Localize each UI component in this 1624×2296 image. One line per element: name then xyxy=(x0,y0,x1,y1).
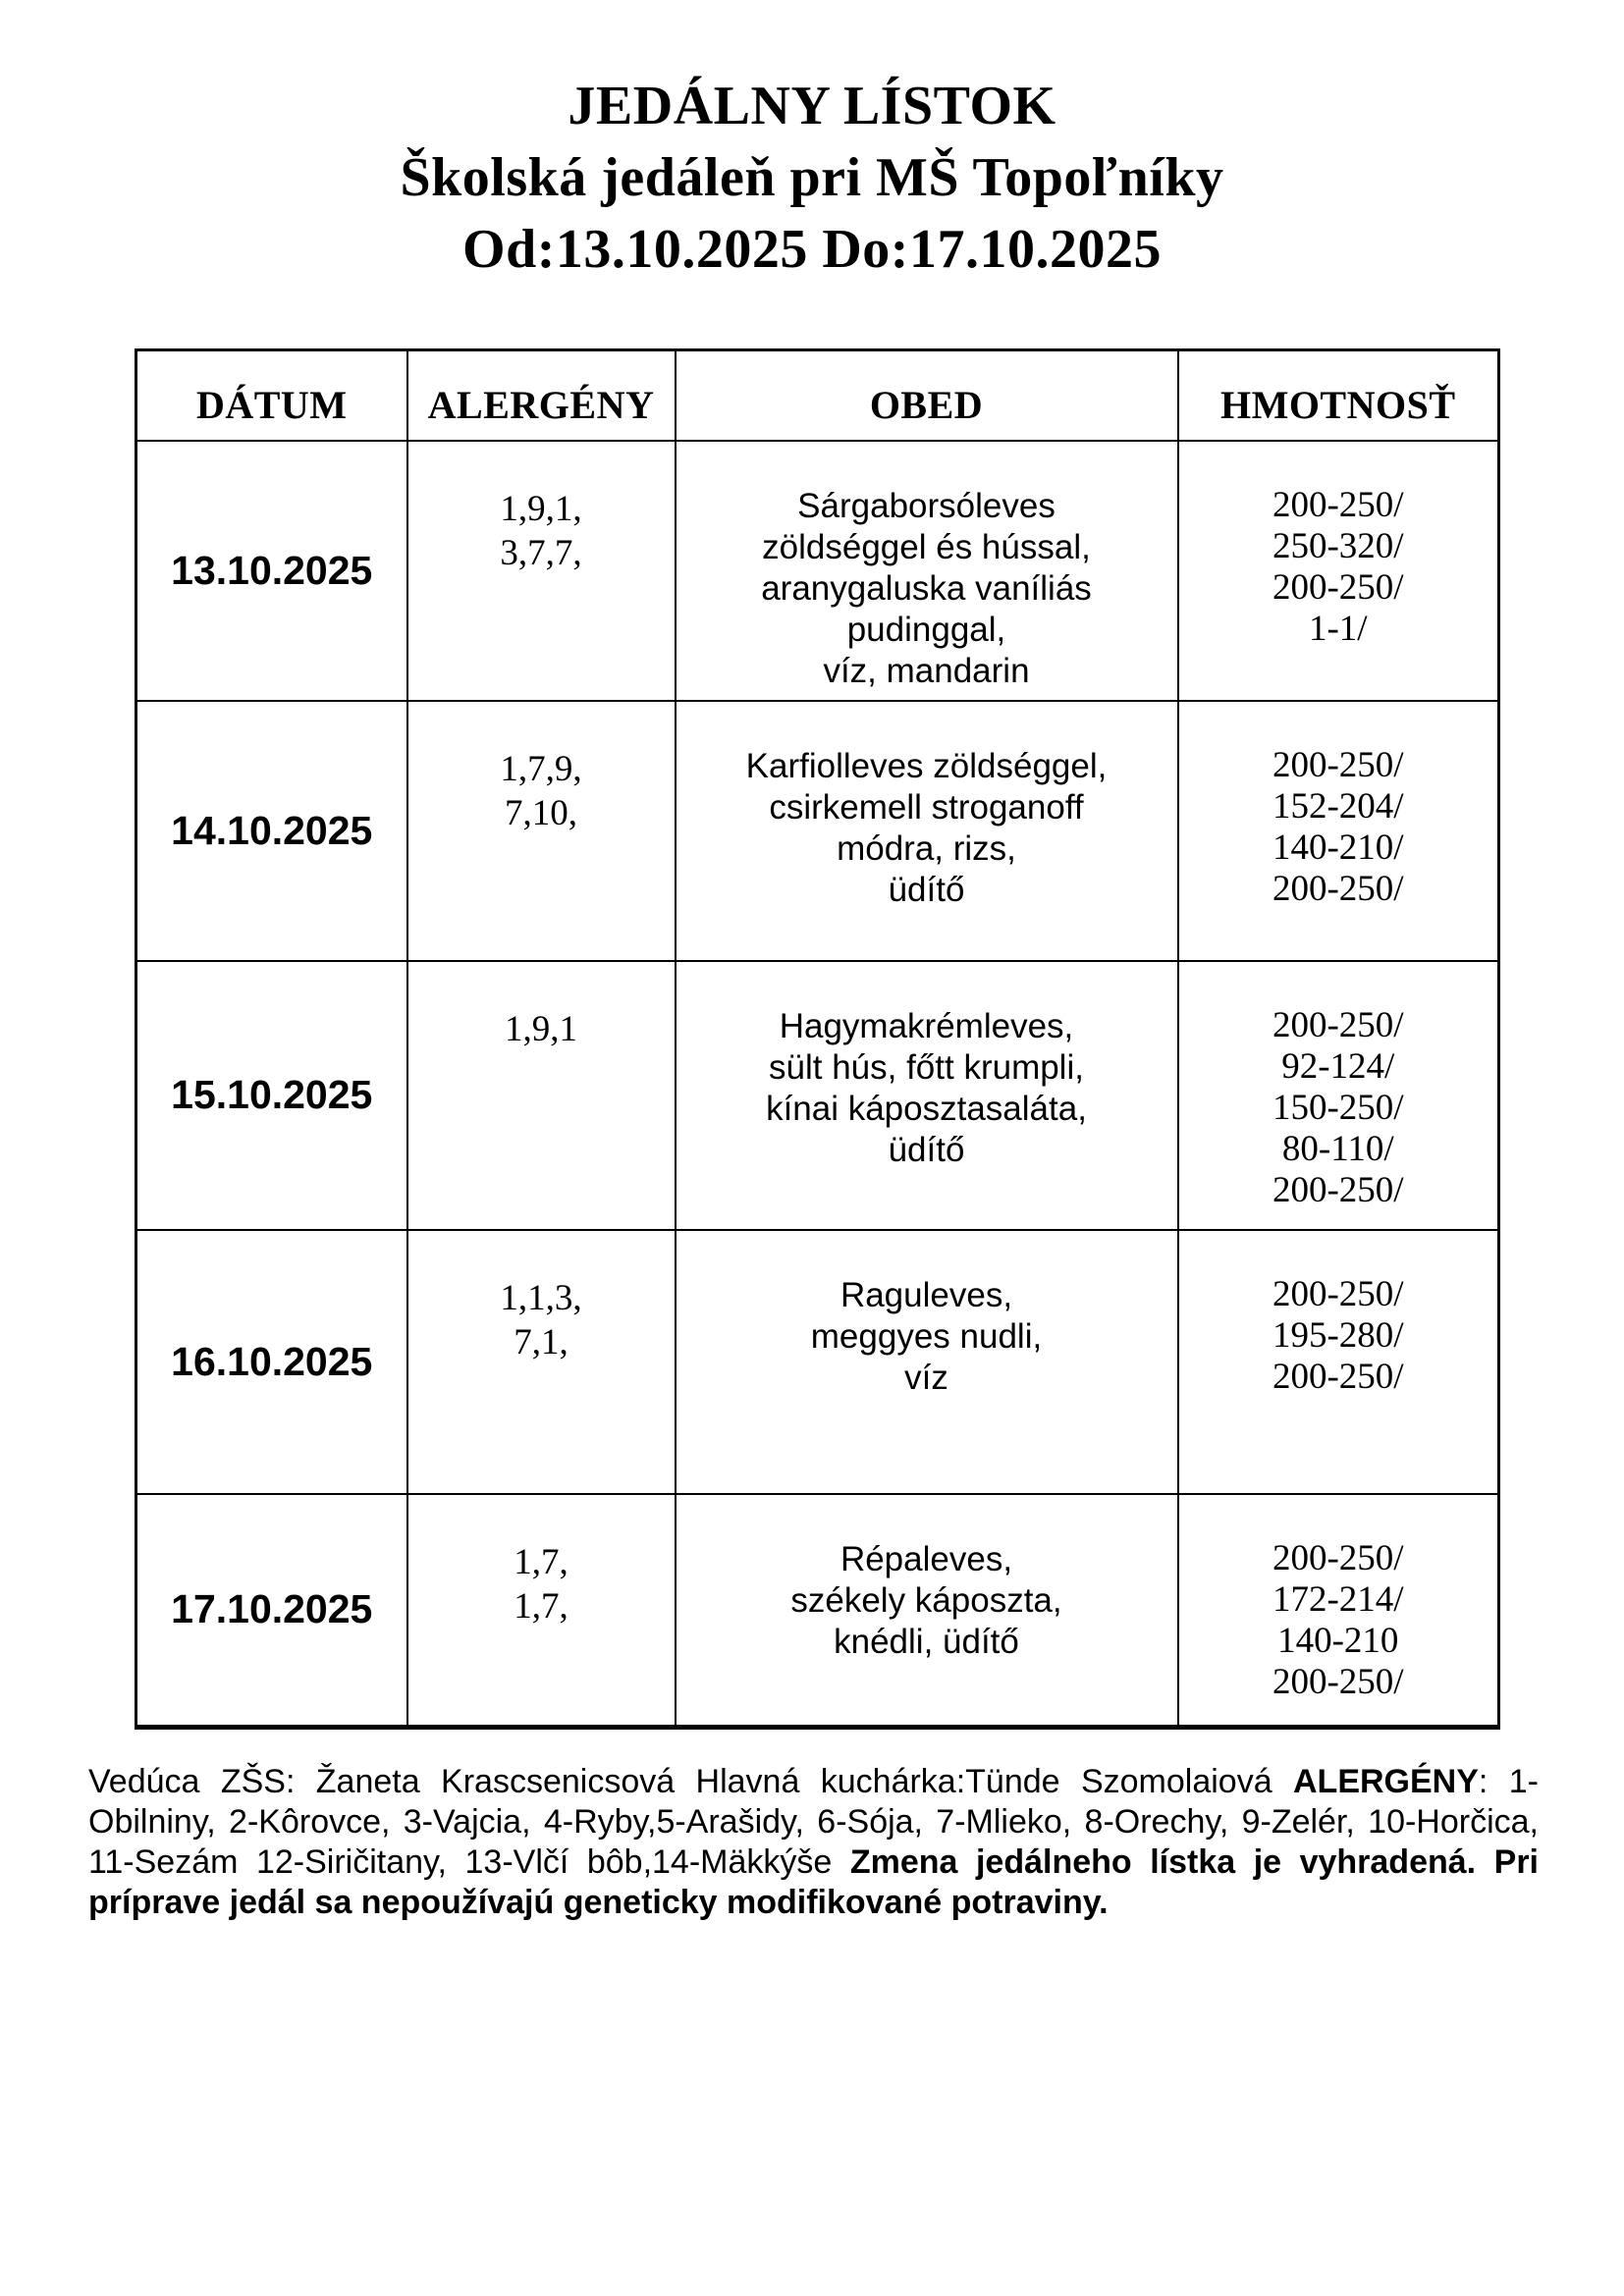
table-header-row xyxy=(136,350,1499,441)
cell-line: székely káposzta, xyxy=(790,1580,1062,1620)
cell-line: csirkemell stroganoff xyxy=(769,787,1084,827)
allergens-cell xyxy=(407,441,676,701)
document-subtitle: Školská jedáleň pri MŠ Topoľníky xyxy=(400,147,1224,208)
cell-line: 1,7, xyxy=(514,1541,568,1582)
cell-line: 200-250/ xyxy=(1272,1004,1404,1045)
cell-line: 200-250/ xyxy=(1272,1661,1404,1702)
weight-cell xyxy=(1178,441,1499,701)
cell-line: 200-250/ xyxy=(1272,566,1404,608)
cell-line: Raguleves, xyxy=(839,1275,1013,1314)
column-header-alergeny: ALERGÉNY xyxy=(407,350,676,441)
document-title: JEDÁLNY LÍSTOK xyxy=(568,76,1056,136)
table-row-16-10-2025 xyxy=(136,1230,1499,1494)
cell-line: 200-250/ xyxy=(1272,1537,1404,1578)
cell-line: 140-210 xyxy=(1277,1620,1399,1661)
cell-line: üdítő xyxy=(888,1130,965,1169)
document-title-block xyxy=(0,71,1624,286)
weight-cell xyxy=(1178,961,1499,1230)
cell-line: 3,7,7, xyxy=(500,532,582,573)
lunch-cell xyxy=(676,1494,1178,1728)
cell-line: Sárgaborsóleves xyxy=(797,486,1056,525)
allergens-cell xyxy=(407,961,676,1230)
cell-line: üdítő xyxy=(888,870,965,909)
menu-table xyxy=(135,348,1500,1730)
cell-line: 1,9,1 xyxy=(505,1008,577,1049)
footer-segment: : 1-Obilniny, 2-Kôrovce, 3-Vajcia, 4-Ryby,5-Arašidy, 6-Sója, 7-Mlieko, 8-Orechy, 9-Zelér, 10-Horčica, 11-Sezám 12-Siričitany, 13-Vlčí bôb,14-Mäkkýše xyxy=(88,1763,1539,1881)
cell-line: 172-214/ xyxy=(1272,1578,1404,1620)
cell-line: Hagymakrémleves, xyxy=(779,1006,1074,1045)
cell-line: meggyes nudli, xyxy=(810,1316,1043,1356)
allergens-cell xyxy=(407,1494,676,1728)
cell-line: 200-250/ xyxy=(1272,868,1404,909)
document-date-range: Od:13.10.2025 Do:17.10.2025 xyxy=(462,219,1162,280)
cell-line: kínai káposztasaláta, xyxy=(766,1089,1087,1128)
cell-line: 1,7,9, xyxy=(500,748,582,789)
cell-line: víz xyxy=(904,1358,948,1397)
allergens-cell xyxy=(407,1230,676,1494)
footer-segment: ALERGÉNY xyxy=(1293,1763,1479,1800)
column-header-datum: DÁTUM xyxy=(136,350,407,441)
cell-line: 200-250/ xyxy=(1272,1356,1404,1397)
date-cell: 17.10.2025 xyxy=(136,1494,407,1728)
cell-line: Répaleves, xyxy=(839,1539,1013,1578)
cell-line: Karfiolleves zöldséggel, xyxy=(745,746,1108,785)
cell-line: 200-250/ xyxy=(1272,744,1404,785)
lunch-cell xyxy=(676,441,1178,701)
table-row-13-10-2025 xyxy=(136,441,1499,701)
cell-line: víz, mandarin xyxy=(823,651,1030,690)
cell-line: 1,9,1, xyxy=(500,488,582,529)
lunch-cell xyxy=(676,701,1178,961)
column-header-hmotnost: HMOTNOSŤ xyxy=(1178,350,1499,441)
cell-line: 92-124/ xyxy=(1281,1045,1395,1087)
cell-line: 150-250/ xyxy=(1272,1087,1404,1128)
date-cell: 14.10.2025 xyxy=(136,701,407,961)
cell-line: 1,7, xyxy=(514,1585,568,1627)
cell-line: 195-280/ xyxy=(1272,1314,1404,1356)
date-cell: 15.10.2025 xyxy=(136,961,407,1230)
cell-line: 200-250/ xyxy=(1272,484,1404,525)
cell-line: 250-320/ xyxy=(1272,525,1404,566)
cell-line: 1-1/ xyxy=(1308,608,1368,649)
cell-line: knédli, üdítő xyxy=(834,1622,1019,1661)
date-cell: 13.10.2025 xyxy=(136,441,407,701)
cell-line: sült hús, főtt krumpli, xyxy=(769,1047,1084,1087)
table-row-17-10-2025 xyxy=(136,1494,1499,1728)
weight-cell xyxy=(1178,1230,1499,1494)
lunch-cell xyxy=(676,961,1178,1230)
cell-line: aranygaluska vaníliás xyxy=(761,568,1092,608)
cell-line: 80-110/ xyxy=(1281,1128,1394,1169)
cell-line: 200-250/ xyxy=(1272,1169,1404,1210)
table-row-14-10-2025 xyxy=(136,701,1499,961)
footer-segment: Zmena jedálneho lístka je vyhradená. Pri príprave jedál sa nepoužívajú geneticky modifikované potraviny. xyxy=(88,1843,1540,1921)
footer-segment: Vedúca ZŠS: Žaneta Krascsenicsová Hlavná kuchárka:Tünde Szomolaiová xyxy=(88,1763,1293,1800)
weight-cell xyxy=(1178,1494,1499,1728)
weight-cell xyxy=(1178,701,1499,961)
lunch-cell xyxy=(676,1230,1178,1494)
cell-line: 1,1,3, xyxy=(500,1277,582,1318)
table-row-15-10-2025 xyxy=(136,961,1499,1230)
column-header-obed: OBED xyxy=(676,350,1178,441)
cell-line: módra, rizs, xyxy=(837,828,1016,868)
date-cell: 16.10.2025 xyxy=(136,1230,407,1494)
allergens-cell xyxy=(407,701,676,961)
cell-line: 7,10, xyxy=(505,792,577,833)
cell-line: 152-204/ xyxy=(1272,785,1404,827)
cell-line: 140-210/ xyxy=(1272,827,1404,868)
footer-note xyxy=(88,1762,1539,1923)
cell-line: 200-250/ xyxy=(1272,1273,1404,1314)
cell-line: zöldséggel és hússal, xyxy=(762,527,1091,566)
cell-line: 7,1, xyxy=(514,1321,568,1362)
cell-line: pudinggal, xyxy=(846,610,1006,649)
